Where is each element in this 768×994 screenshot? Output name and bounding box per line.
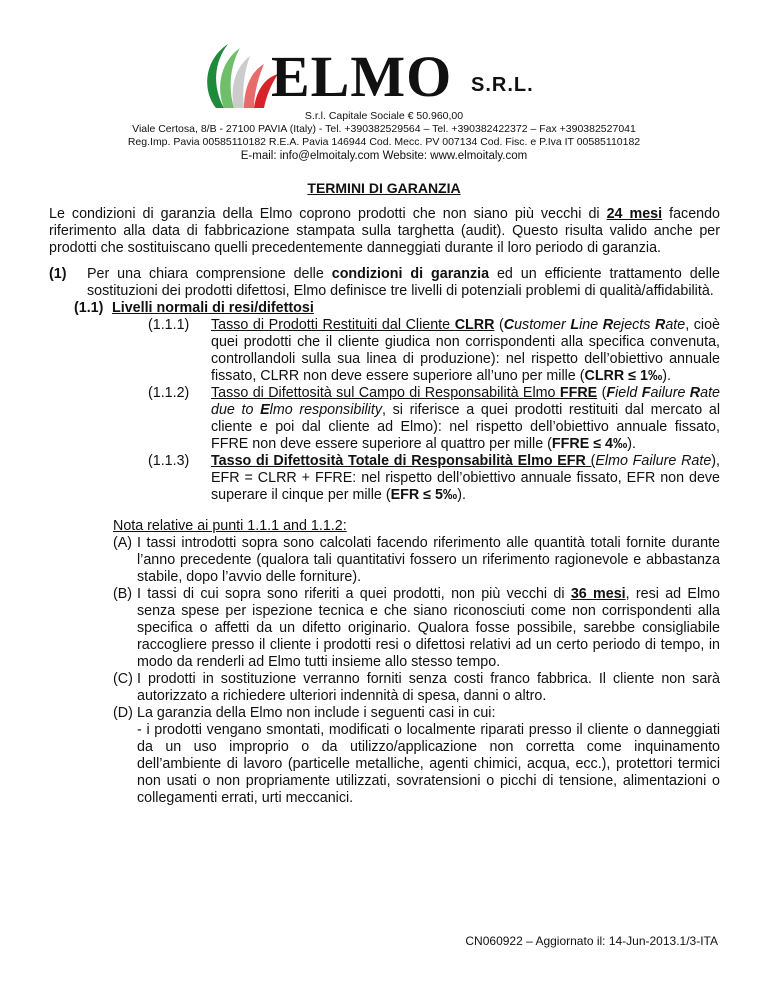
acr-word: ine: [579, 317, 603, 333]
acr-letter: F: [641, 385, 651, 401]
acr-letter: R: [655, 317, 666, 333]
paren-open: (: [494, 317, 504, 333]
note-item-a: [113, 535, 720, 586]
document-footer: CN060922 – Aggiornato il: 14-Jun-2013.1/3-ITA: [465, 934, 718, 948]
item-acronym: FFRE: [559, 385, 598, 401]
item-description: , si riferisce a quei prodotti restituiti dal mercato al cliente e poi dal cliente ad Elmo): nel rispetto dell’obiettivo annuale fissato, FFRE non deve essere superiore al quattro per mille (: [211, 402, 720, 452]
note-text-b: - i prodotti vengano smontati, modificati o localmente riparati presso il cliente o danneggiati da un uso improprio o da utilizzo/applicazione non corretta come inquinamento dell’ambiente di lavoro (particelle metalliche, agenti chimici, acqua, ecc.), protettori termici non usati o non propriamente utilizzati, sovratensioni o picchi di tensione, alimentazioni o collegamenti errati, urti meccanici.: [137, 722, 720, 806]
logo-suffix: S.R.L.: [471, 74, 534, 96]
paren-close: ).: [627, 436, 637, 452]
logo-wordmark: ELMO: [271, 44, 453, 109]
intro-paragraph: [49, 206, 720, 257]
item-heading: Tasso di Difettosità Totale di Responsabilità Elmo EFR: [211, 453, 586, 469]
warranty-period: 24 mesi: [606, 206, 663, 222]
note-text-a: I tassi di cui sopra sono riferiti a quei prodotti, non più vecchi di: [137, 586, 571, 602]
section-text-a: Per una chiara comprensione delle: [87, 266, 332, 282]
section-text-c: ed un efficiente trattamento delle sostituzioni dei prodotti difettosi, Elmo definisce tre livelli di potenziali problemi di qualità/affidabilità.: [87, 266, 720, 299]
company-contact: E-mail: info@elmoitaly.com Website: www.elmoitaly.com: [240, 150, 528, 162]
item-1-1-1: [148, 317, 720, 385]
acr-letter: L: [570, 317, 580, 333]
company-registry: Reg.Imp. Pavia 00585110182 R.E.A. Pavia 146944 Cod. Mecc. PV 007134 Cod. Fisc. e P.Iva IT 00585110182: [127, 136, 641, 148]
note-item-d: [113, 705, 720, 807]
item-number: (1.1.3): [148, 453, 190, 469]
acr-letter: R: [689, 385, 701, 401]
note-item-c: [113, 671, 720, 705]
item-text: [211, 317, 720, 385]
acr-letter: C: [503, 317, 515, 333]
note-text: I tassi introdotti sopra sono calcolati facendo riferimento alle quantità totali fornite durante l’anno precedente (qualora tali quantitativi fossero un riferimento ragionevole e abbastanza stabile, dopo l’avvio delle forniture).: [137, 535, 720, 585]
acr-word: ield: [615, 385, 642, 401]
paren-open: (: [597, 385, 607, 401]
item-number: (1.1.1): [148, 317, 190, 333]
note-title: Nota relative ai punti 1.1.1 and 1.1.2:: [113, 518, 347, 534]
note-letter: (D): [113, 705, 133, 721]
note-letter: (C): [113, 671, 133, 687]
company-info: [0, 110, 768, 163]
section-text: [87, 266, 720, 300]
item-1-1-2: [148, 385, 720, 453]
paren-close: ).: [662, 368, 671, 384]
company-logo: [194, 38, 554, 110]
note-item-b: [113, 586, 720, 671]
document-body: [49, 206, 720, 807]
note-block: [113, 518, 720, 807]
acr-word: ate: [665, 317, 686, 333]
company-capital: S.r.l. Capitale Sociale € 50.960,00: [304, 110, 464, 122]
subsection-1-1: [74, 300, 720, 317]
section-1: [49, 266, 720, 300]
item-description: , cioè quei prodotti che il cliente giudica non corrispondenti alla specifica convenuta, controllandoli sulla sua linea di produzione): nel rispetto dell’obiettivo annuale fissato, CLRR non deve essere superiore all’uno per mille (: [211, 317, 720, 384]
item-threshold: FFRE ≤ 4‰: [551, 436, 628, 452]
intro-text: Le condizioni di garanzia della Elmo coprono prodotti che non siano più vecchi di: [49, 206, 607, 222]
section-number: (1): [49, 266, 67, 282]
item-heading: Tasso di Difettosità sul Campo di Responsabilità Elmo: [211, 385, 560, 401]
paren-open: (: [585, 453, 596, 469]
note-text: I prodotti in sostituzione verranno forniti senza costi franco fabbrica. Il cliente non sarà autorizzato a richiedere ulteriori indennità di spesa, danni o altro.: [137, 671, 720, 704]
item-acronym: CLRR: [454, 317, 495, 333]
item-text: [211, 385, 720, 453]
paren-close: ).: [457, 487, 466, 503]
item-1-1-3: [148, 453, 720, 504]
item-description: ), EFR = CLRR + FFRE: nel rispetto dell’obiettivo annuale fissato, EFR non deve superare il cinque per mille (: [211, 453, 721, 503]
acr-letter: E: [260, 402, 270, 418]
subsection-number: (1.1): [74, 300, 104, 316]
note-text: [137, 586, 720, 671]
acr-word: ate due to: [211, 385, 720, 418]
acr-word: ejects: [613, 317, 655, 333]
note-text-c: , resi ad Elmo senza spese per ispezione tecnica e che siano riconosciuti come non corrispondenti alla specifica o affetti da un difetto originario. Qualora fosse possibile, sarebbe consigliabile raccogliere presso il cliente i prodotti resi o difettosi relativi ad un certo periodo di tempo, in modo da renderli ad Elmo tutti insieme allo stesso tempo.: [137, 586, 720, 670]
company-address: Viale Certosa, 8/B - 27100 PAVIA (Italy) - Tel. +390382529564 – Tel. +390382422372 – Fax +390382527041: [132, 123, 636, 135]
page-title: TERMINI DI GARANZIA: [307, 180, 461, 196]
item-heading: Tasso di Prodotti Restituiti dal Cliente: [211, 317, 455, 333]
item-text: [211, 453, 720, 504]
note-text: [137, 705, 720, 807]
item-threshold: CLRR ≤ 1‰: [584, 368, 663, 384]
subsection-heading: Livelli normali di resi/difettosi: [112, 300, 314, 316]
acr-word: ustomer: [514, 317, 571, 333]
note-letter: (A): [113, 535, 133, 551]
note-letter: (B): [113, 586, 133, 602]
item-expansion: Elmo Failure Rate: [595, 453, 712, 469]
acr-word: lmo responsibility: [269, 402, 382, 418]
item-number: (1.1.2): [148, 385, 190, 401]
note-text-a: La garanzia della Elmo non include i seguenti casi in cui:: [137, 705, 496, 721]
section-text-bold: condizioni di garanzia: [331, 266, 490, 282]
intro-text-rest: facendo riferimento alla data di fabbricazione stampata sulla targhetta (audit). Questo risulta valido anche per prodotti che sostituiscano quelli precedentemente danneggiati durante il loro periodo di garanzia.: [49, 206, 720, 256]
acr-letter: R: [602, 317, 614, 333]
item-threshold: EFR ≤ 5‰: [390, 487, 458, 503]
acr-letter: F: [606, 385, 616, 401]
note-period: 36 mesi: [570, 586, 626, 602]
acr-word: ailure: [650, 385, 690, 401]
